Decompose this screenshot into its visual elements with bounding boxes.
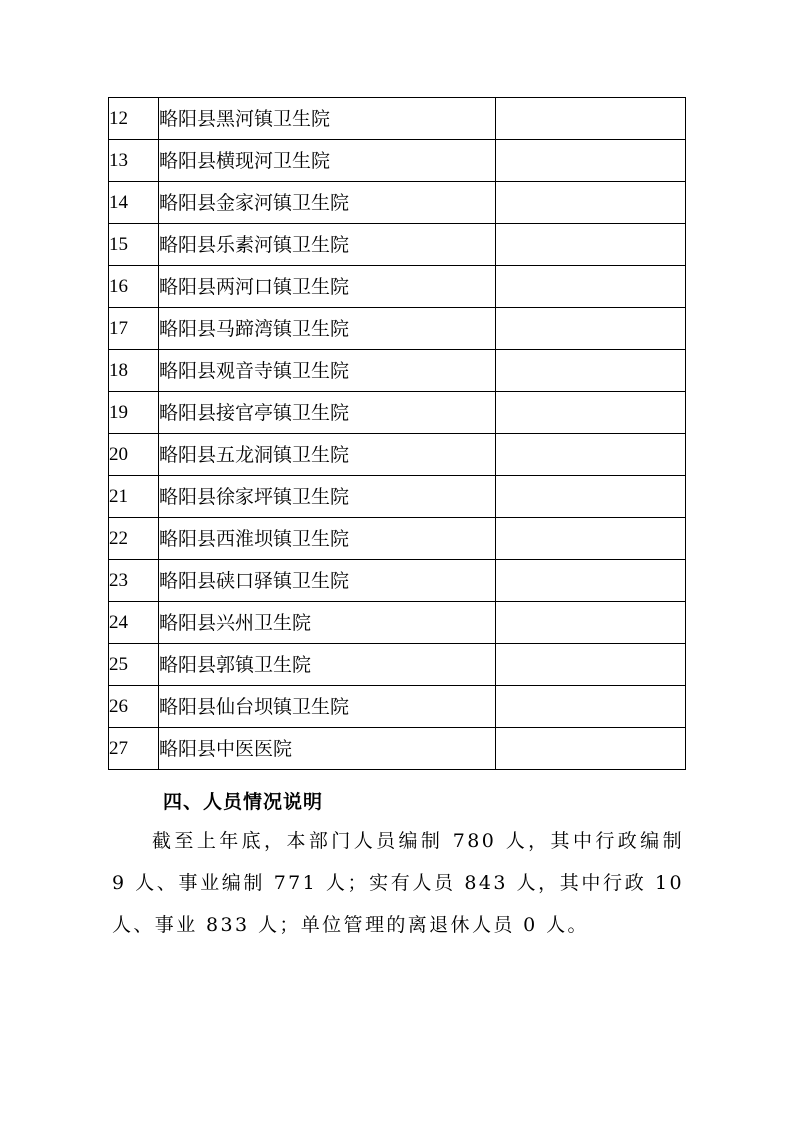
institution-name: 略阳县兴州卫生院: [159, 602, 496, 644]
table-row: [109, 350, 686, 392]
institution-table: [108, 97, 686, 770]
empty-cell: [496, 98, 686, 140]
institution-table-body: [109, 98, 686, 770]
empty-cell: [496, 350, 686, 392]
table-row: [109, 602, 686, 644]
staffing-paragraph: 截至上年底，本部门人员编制 780 人，其中行政编制 9 人、事业编制 771 人；实有人员 843 人，其中行政 10 人、事业 833 人；单位管理的离退休人员 0 人。: [112, 830, 684, 936]
empty-cell: [496, 182, 686, 224]
institution-name: 略阳县硖口驿镇卫生院: [159, 560, 496, 602]
empty-cell: [496, 560, 686, 602]
table-row: [109, 308, 686, 350]
empty-cell: [496, 392, 686, 434]
institution-name: 略阳县中医医院: [159, 728, 496, 770]
empty-cell: [496, 728, 686, 770]
row-number: 14: [109, 182, 159, 224]
institution-name: 略阳县乐素河镇卫生院: [159, 224, 496, 266]
institution-name: 略阳县五龙洞镇卫生院: [159, 434, 496, 476]
empty-cell: [496, 518, 686, 560]
table-row: [109, 644, 686, 686]
empty-cell: [496, 434, 686, 476]
row-number: 13: [109, 140, 159, 182]
empty-cell: [496, 308, 686, 350]
row-number: 20: [109, 434, 159, 476]
institution-name: 略阳县黑河镇卫生院: [159, 98, 496, 140]
row-number: 19: [109, 392, 159, 434]
table-row: [109, 224, 686, 266]
empty-cell: [496, 602, 686, 644]
row-number: 24: [109, 602, 159, 644]
empty-cell: [496, 266, 686, 308]
institution-name: 略阳县仙台坝镇卫生院: [159, 686, 496, 728]
institution-name: 略阳县西淮坝镇卫生院: [159, 518, 496, 560]
row-number: 17: [109, 308, 159, 350]
row-number: 15: [109, 224, 159, 266]
table-row: [109, 518, 686, 560]
section-heading: 四、人员情况说明: [163, 791, 324, 813]
row-number: 18: [109, 350, 159, 392]
table-row: [109, 392, 686, 434]
institution-name: 略阳县两河口镇卫生院: [159, 266, 496, 308]
row-number: 25: [109, 644, 159, 686]
institution-name: 略阳县马蹄湾镇卫生院: [159, 308, 496, 350]
table-row: [109, 686, 686, 728]
empty-cell: [496, 224, 686, 266]
institution-name: 略阳县横现河卫生院: [159, 140, 496, 182]
table-row: [109, 140, 686, 182]
table-row: [109, 560, 686, 602]
row-number: 27: [109, 728, 159, 770]
table-row: [109, 728, 686, 770]
table-row: [109, 434, 686, 476]
empty-cell: [496, 686, 686, 728]
institution-name: 略阳县观音寺镇卫生院: [159, 350, 496, 392]
row-number: 12: [109, 98, 159, 140]
table-row: [109, 266, 686, 308]
row-number: 22: [109, 518, 159, 560]
institution-name: 略阳县金家河镇卫生院: [159, 182, 496, 224]
institution-name: 略阳县郭镇卫生院: [159, 644, 496, 686]
empty-cell: [496, 140, 686, 182]
table-row: [109, 98, 686, 140]
empty-cell: [496, 644, 686, 686]
row-number: 21: [109, 476, 159, 518]
institution-name: 略阳县接官亭镇卫生院: [159, 392, 496, 434]
table-row: [109, 476, 686, 518]
institution-name: 略阳县徐家坪镇卫生院: [159, 476, 496, 518]
empty-cell: [496, 476, 686, 518]
row-number: 26: [109, 686, 159, 728]
table-row: [109, 182, 686, 224]
row-number: 16: [109, 266, 159, 308]
row-number: 23: [109, 560, 159, 602]
